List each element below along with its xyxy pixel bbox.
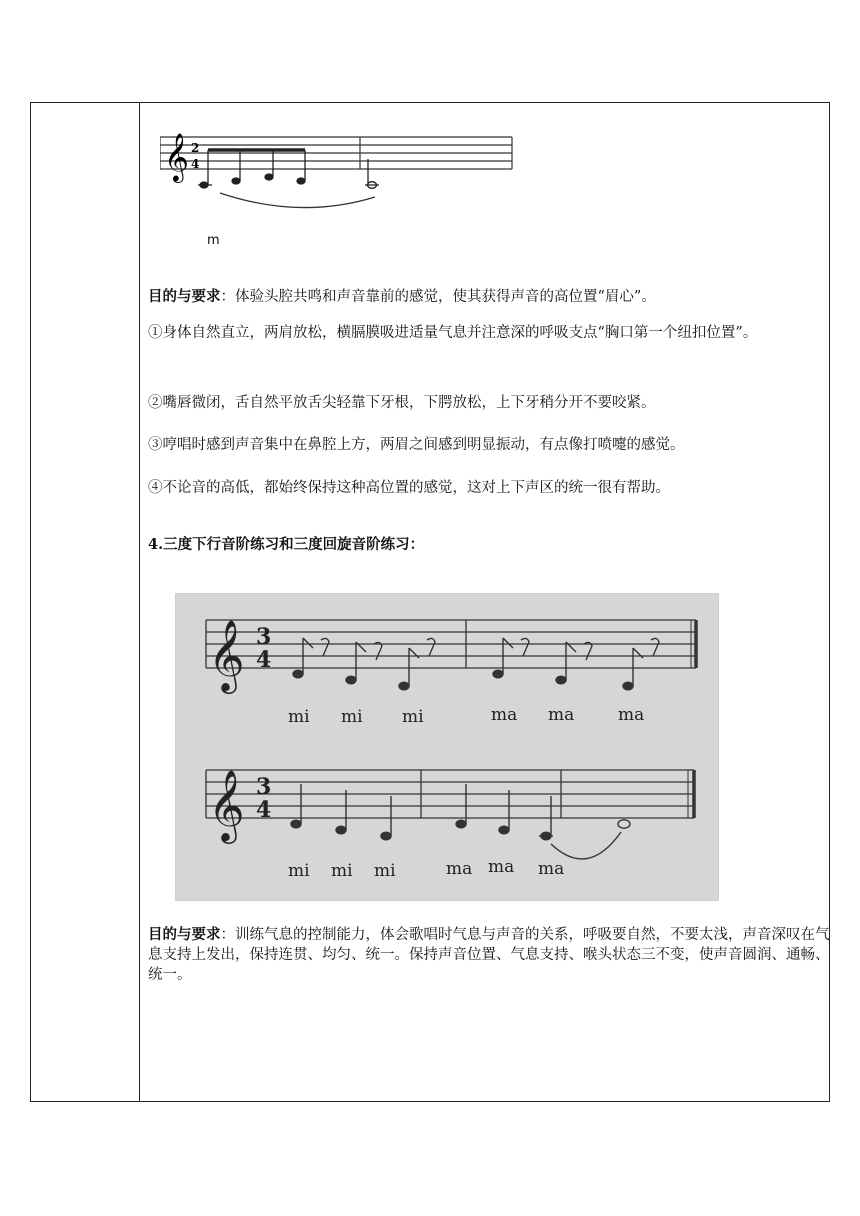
- syllable: mi: [402, 707, 424, 727]
- syllable: ma: [538, 859, 565, 879]
- syllable: ma: [618, 705, 645, 725]
- syllable: ma: [491, 705, 518, 725]
- table-left-column: [31, 103, 140, 1101]
- time-signature-top: 3: [256, 624, 272, 650]
- step-4: ④不论音的高低，都始终保持这种高位置的感觉，这对上下声区的统一很有帮助。: [148, 480, 670, 496]
- syllable: mi: [288, 861, 310, 881]
- syllable-m: m: [207, 233, 220, 248]
- syllable: mi: [331, 861, 353, 881]
- syllable: mi: [288, 707, 310, 727]
- syllable: mi: [374, 861, 396, 881]
- treble-clef-icon: 𝄞: [164, 132, 189, 181]
- step-1: ①身体自然直立，两肩放松，横膈膜吸进适量气息并注意深的呼吸支点“胸口第一个纽扣位置”。: [148, 325, 758, 341]
- music-staff-scales: [176, 594, 718, 900]
- section-4-heading: 4.三度下行音阶练习和三度回旋音阶练习：: [148, 536, 425, 553]
- purpose-label: 目的与要求: [148, 288, 221, 305]
- purpose-label: 目的与要求: [148, 926, 221, 943]
- step-3: ③哼唱时感到声音集中在鼻腔上方，两眉之间感到明显振动，有点像打喷嚏的感觉。: [148, 437, 685, 453]
- syllable: ma: [488, 857, 515, 877]
- time-signature-bottom: 4: [191, 157, 200, 171]
- purpose-paragraph-2: 目的与要求：训练气息的控制能力，体会歌唱时气息与声音的关系，呼吸要自然，不要太浅，声音深叹在气息支持上发出，保持连贯、均匀、统一。保持声音位置、气息支持、喉头状态三不变，使声音圆润、通畅、统一。: [148, 926, 830, 983]
- table-right-column: [140, 103, 829, 1101]
- content-table: [30, 102, 830, 1102]
- treble-clef-icon: 𝄞: [208, 618, 245, 691]
- purpose-paragraph-1: 目的与要求：体验头腔共鸣和声音靠前的感觉，使其获得声音的高位置“眉心”。: [148, 288, 656, 305]
- syllable: mi: [341, 707, 363, 727]
- step-2: ②嘴唇微闭，舌自然平放舌尖轻靠下牙根，下腭放松，上下牙稍分开不要咬紧。: [148, 395, 656, 411]
- syllable: ma: [548, 705, 575, 725]
- time-signature-top: 2: [191, 141, 200, 155]
- sheet-music-photo: [175, 593, 719, 901]
- time-signature-bottom: 4: [256, 797, 272, 823]
- music-staff-humming: [160, 125, 520, 225]
- treble-clef-icon: 𝄞: [208, 768, 245, 841]
- time-signature-bottom: 4: [256, 647, 272, 673]
- time-signature-top: 3: [256, 774, 272, 800]
- syllable: ma: [446, 859, 473, 879]
